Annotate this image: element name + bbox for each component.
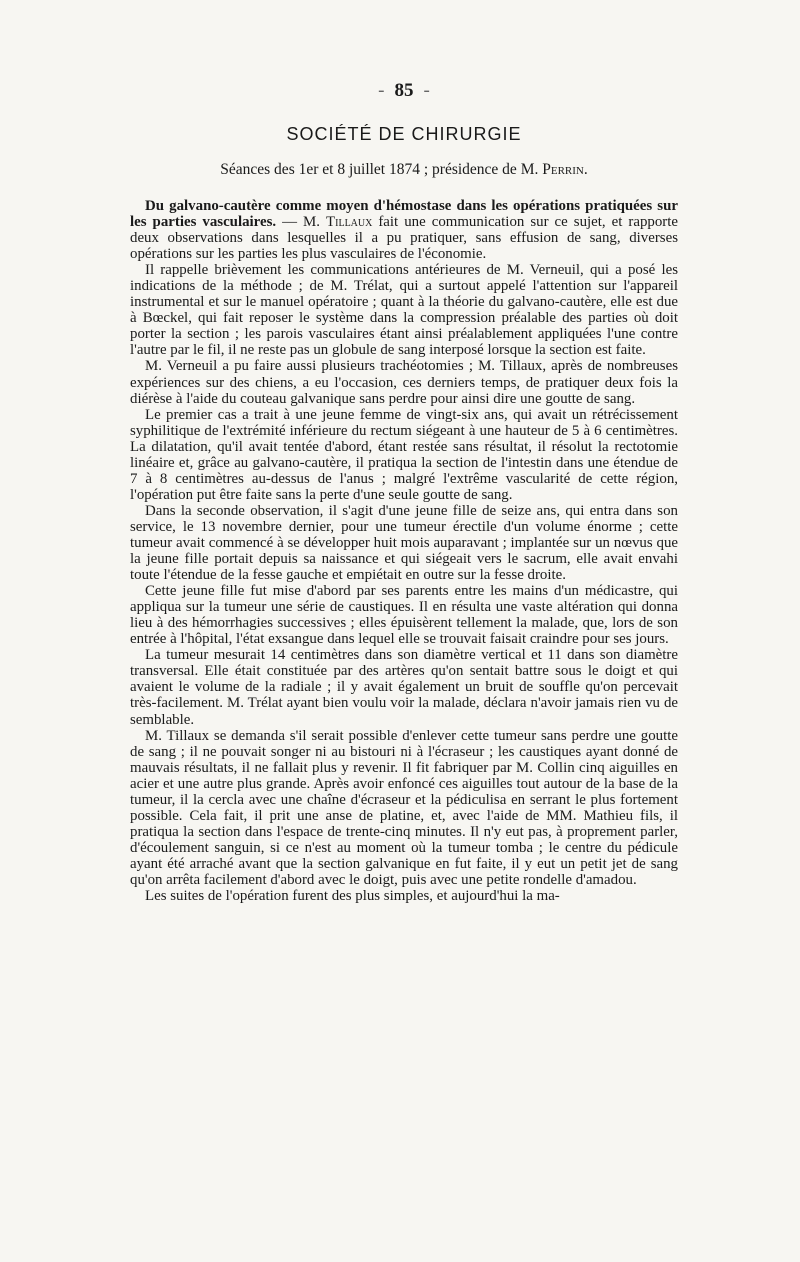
president-name: Perrin. (542, 161, 588, 178)
article-body (130, 198, 678, 904)
session-text: Séances des 1er et 8 juillet 1874 ; présidence de M. (220, 161, 539, 178)
session-line (130, 161, 678, 179)
article-title: Du galvano-cautère comme moyen d'hémostase dans les opérations pratiquées sur les parties vasculaires. (130, 198, 678, 231)
paragraph: M. Tillaux se demanda s'il serait possible d'enlever cette tumeur sans perdre une goutte de sang ; il ne pouvait songer ni au bistouri ni à l'écraseur ; les caustiques ayant donné de mauvais résultats, il ne fallait plus y revenir. Il fit fabriquer par M. Collin cinq aiguilles en acier et une autre plus grande. Après avoir enfoncé ces aiguilles tout autour de la base de la tumeur, il la cercla avec une chaîne d'écraseur et la pédiculisa en serrant le plus fortement possible. Cela fait, il prit une anse de platine, et, avec l'aide de MM. Mathieu fils, il pratiqua la section dans l'espace de trente-cinq minutes. Il n'y eut pas, à proprement parler, d'écoulement sanguin, si ce n'est au moment où la tumeur tomba ; le centre du pédicule ayant été arraché avant que la section galvanique en fut faite, il y eut un petit jet de sang qu'on arrêta facilement d'abord avec le doigt, puis avec une petite rondelle d'amadou. (130, 727, 678, 888)
paragraph: Dans la seconde observation, il s'agit d'une jeune fille de seize ans, qui entra dans son service, le 13 novembre dernier, pour une tumeur érectile d'un volume énorme ; cette tumeur avait commencé à se développer huit mois auparavant ; implantée sur un nœvus que la jeune fille portait depuis sa naissance et qui siégeait vers le sacrum, elle avait envahi toute l'étendue de la fesse gauche et empiétait en outre sur la fesse droite. (130, 502, 678, 584)
article-intro-paragraph: Du galvano-cautère comme moyen d'hémostase dans les opérations pratiquées sur les parties vasculaires. — M. Tillaux fait une communication sur ce sujet, et rapporte deux observations dans lesquelles il a pu pratiquer, sans effusion de sang, diverses opérations sur les parties les plus vasculaires de l'économie. (130, 198, 678, 263)
paragraph: Il rappelle brièvement les communications antérieures de M. Verneuil, qui a posé les indications de la méthode ; de M. Trélat, qui a surtout appelé l'attention sur l'appareil instrumental et sur le manuel opératoire ; quant à la théorie du galvano-cautère, elle est due à Bœckel, qui fait reposer le système dans la compression préalable des parties où doit porter la section ; les parois vasculaires étant ainsi préalablement appliquées l'une contre l'autre par le fil, il ne reste pas un globule de sang interposé lorsque la section est faite. (130, 262, 678, 359)
society-title: SOCIÉTÉ DE CHIRURGIE (286, 124, 522, 144)
page-number-value: 85 (394, 80, 414, 101)
author-name: Tillaux (326, 214, 373, 231)
paragraph: La tumeur mesurait 14 centimètres dans son diamètre vertical et 11 dans son diamètre transversal. Elle était constituée par des artères qu'on sentait battre sous le doigt et qui avaient le volume de la radiale ; il y avait également un bruit de souffle qu'on percevait très-facilement. M. Trélat ayant bien voulu voir la malade, déclara n'avoir jamais rien vu de semblable. (130, 647, 678, 728)
paragraph: Le premier cas a trait à une jeune femme de vingt-six ans, qui avait un rétrécissement syphilitique de l'extrémité inférieure du rectum siégeant à une hauteur de 5 à 6 centimètres. La dilatation, qu'il avait tentée d'abord, étant restée sans résultat, il résolut la rectotomie linéaire et, grâce au galvano-cautère, il pratiqua la section de l'intestin dans une étendue de 7 à 8 centimètres au-dessus de l'anus ; malgré l'extrême vascularité de cette région, l'opération put être faite sans la perte d'une seule goutte de sang. (130, 406, 678, 503)
page-number: - 85 - (378, 80, 430, 101)
document-page (130, 80, 678, 904)
paragraph: Les suites de l'opération furent des plus simples, et aujourd'hui la ma- (145, 888, 560, 905)
paragraph: M. Verneuil a pu faire aussi plusieurs trachéotomies ; M. Tillaux, après de nombreuses expériences sur des chiens, a eu l'occasion, ces derniers temps, de pratiquer deux fois la diérèse à l'aide du couteau galvanique sans perdre pour ainsi dire une goutte de sang. (130, 358, 678, 407)
paragraph: Cette jeune fille fut mise d'abord par ses parents entre les mains d'un médicastre, qui appliqua sur la tumeur une série de caustiques. Il en résulta une vaste altération qui donna lieu à des hémorrhagies successives ; elles épuisèrent tellement la malade, que, lors de son entrée à l'hôpital, l'état exsangue dans lequel elle se trouvait faisait craindre pour ses jours. (130, 583, 678, 648)
